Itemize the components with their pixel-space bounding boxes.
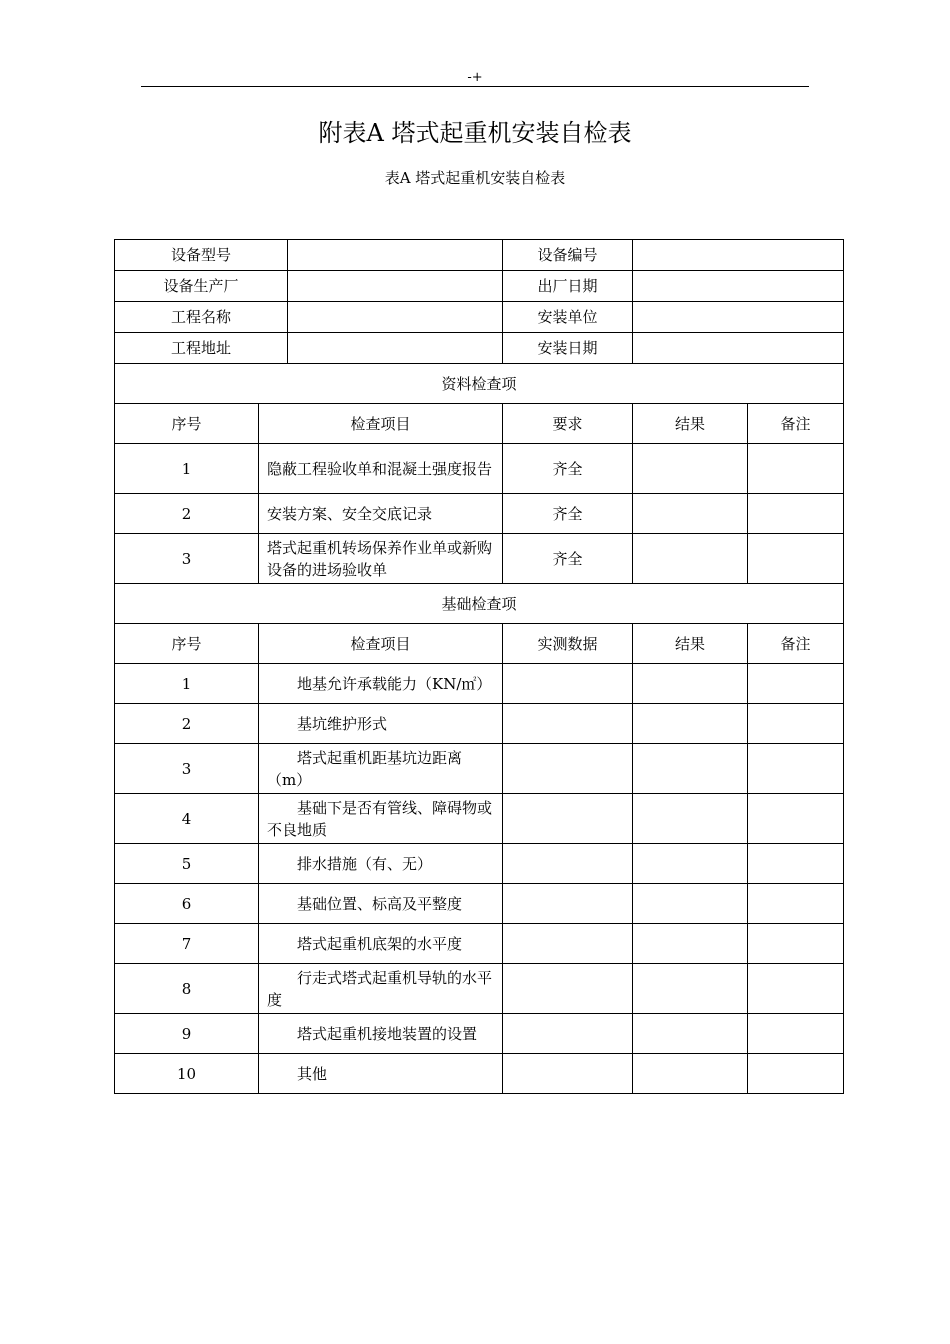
info-label: 工程名称 — [115, 302, 288, 333]
row-remark-field[interactable] — [748, 534, 844, 584]
row-result-field[interactable] — [633, 924, 748, 964]
table-row — [115, 744, 844, 794]
row-measured-field[interactable] — [503, 1054, 633, 1094]
row-item: 排水措施（有、无） — [259, 844, 503, 884]
table-row — [115, 884, 844, 924]
row-remark-field[interactable] — [748, 794, 844, 844]
row-item: 行走式塔式起重机导轨的水平度 — [259, 964, 503, 1014]
row-result-field[interactable] — [633, 444, 748, 494]
info-label: 设备型号 — [115, 240, 288, 271]
row-item: 塔式起重机距基坑边距离（m） — [259, 744, 503, 794]
section-title: 基础检查项 — [115, 584, 844, 624]
info-row-project-name — [115, 302, 844, 333]
row-result-field[interactable] — [633, 1014, 748, 1054]
row-requirement: 齐全 — [503, 494, 633, 534]
row-measured-field[interactable] — [503, 1014, 633, 1054]
info-label: 工程地址 — [115, 333, 288, 364]
table-row — [115, 1014, 844, 1054]
row-seq: 8 — [115, 964, 259, 1014]
row-seq: 4 — [115, 794, 259, 844]
row-remark-field[interactable] — [748, 1054, 844, 1094]
header-rule — [141, 86, 809, 87]
row-measured-field[interactable] — [503, 704, 633, 744]
info-label: 出厂日期 — [503, 271, 633, 302]
row-item: 其他 — [259, 1054, 503, 1094]
row-measured-field[interactable] — [503, 964, 633, 1014]
table-row — [115, 534, 844, 584]
row-remark-field[interactable] — [748, 444, 844, 494]
column-header: 实测数据 — [503, 624, 633, 664]
inspection-form-table — [114, 239, 844, 1094]
column-header: 序号 — [115, 404, 259, 444]
row-result-field[interactable] — [633, 664, 748, 704]
info-label: 设备生产厂 — [115, 271, 288, 302]
row-result-field[interactable] — [633, 744, 748, 794]
info-value-field[interactable] — [288, 302, 503, 333]
row-result-field[interactable] — [633, 844, 748, 884]
table-row — [115, 964, 844, 1014]
row-item: 基础下是否有管线、障碍物或不良地质 — [259, 794, 503, 844]
table-row — [115, 1054, 844, 1094]
row-measured-field[interactable] — [503, 924, 633, 964]
info-label: 安装单位 — [503, 302, 633, 333]
column-header: 结果 — [633, 404, 748, 444]
column-header: 结果 — [633, 624, 748, 664]
section-row-document-check — [115, 364, 844, 404]
row-seq: 2 — [115, 494, 259, 534]
document-title: 附表A 塔式起重机安装自检表 — [318, 119, 632, 147]
info-value-field[interactable] — [633, 271, 844, 302]
row-remark-field[interactable] — [748, 744, 844, 794]
page-header-mark: -+ — [467, 70, 483, 85]
row-seq: 10 — [115, 1054, 259, 1094]
row-seq: 7 — [115, 924, 259, 964]
row-item: 塔式起重机转场保养作业单或新购设备的进场验收单 — [259, 534, 503, 584]
header-row-document-check — [115, 404, 844, 444]
info-value-field[interactable] — [288, 271, 503, 302]
row-result-field[interactable] — [633, 494, 748, 534]
row-item: 基坑维护形式 — [259, 704, 503, 744]
column-header: 备注 — [748, 624, 844, 664]
info-label: 设备编号 — [503, 240, 633, 271]
info-value-field[interactable] — [288, 240, 503, 271]
table-row — [115, 664, 844, 704]
row-seq: 1 — [115, 664, 259, 704]
info-row-model — [115, 240, 844, 271]
row-measured-field[interactable] — [503, 794, 633, 844]
row-requirement: 齐全 — [503, 444, 633, 494]
row-result-field[interactable] — [633, 704, 748, 744]
column-header: 序号 — [115, 624, 259, 664]
row-item: 塔式起重机接地装置的设置 — [259, 1014, 503, 1054]
row-seq: 3 — [115, 744, 259, 794]
row-seq: 6 — [115, 884, 259, 924]
row-remark-field[interactable] — [748, 924, 844, 964]
column-header: 备注 — [748, 404, 844, 444]
row-remark-field[interactable] — [748, 494, 844, 534]
row-result-field[interactable] — [633, 884, 748, 924]
row-result-field[interactable] — [633, 1054, 748, 1094]
row-remark-field[interactable] — [748, 664, 844, 704]
row-item: 地基允许承载能力（KN/㎡） — [259, 664, 503, 704]
info-row-project-address — [115, 333, 844, 364]
row-result-field[interactable] — [633, 794, 748, 844]
row-item: 基础位置、标高及平整度 — [259, 884, 503, 924]
table-row — [115, 794, 844, 844]
row-seq: 3 — [115, 534, 259, 584]
info-label: 安装日期 — [503, 333, 633, 364]
row-remark-field[interactable] — [748, 884, 844, 924]
section-row-foundation-check — [115, 584, 844, 624]
info-row-manufacturer — [115, 271, 844, 302]
row-measured-field[interactable] — [503, 744, 633, 794]
row-seq: 1 — [115, 444, 259, 494]
column-header: 检查项目 — [259, 624, 503, 664]
section-title: 资料检查项 — [115, 364, 844, 404]
row-remark-field[interactable] — [748, 704, 844, 744]
header-row-foundation-check — [115, 624, 844, 664]
row-remark-field[interactable] — [748, 964, 844, 1014]
table-row — [115, 924, 844, 964]
row-item: 隐蔽工程验收单和混凝土强度报告 — [259, 444, 503, 494]
table-caption: 表A 塔式起重机安装自检表 — [384, 169, 566, 187]
info-value-field[interactable] — [633, 240, 844, 271]
row-item: 塔式起重机底架的水平度 — [259, 924, 503, 964]
row-result-field[interactable] — [633, 964, 748, 1014]
row-seq: 5 — [115, 844, 259, 884]
row-remark-field[interactable] — [748, 844, 844, 884]
info-value-field[interactable] — [633, 302, 844, 333]
row-measured-field[interactable] — [503, 664, 633, 704]
column-header: 要求 — [503, 404, 633, 444]
table-row — [115, 704, 844, 744]
table-row — [115, 444, 844, 494]
info-value-field[interactable] — [633, 333, 844, 364]
row-seq: 2 — [115, 704, 259, 744]
table-row — [115, 844, 844, 884]
row-seq: 9 — [115, 1014, 259, 1054]
row-result-field[interactable] — [633, 534, 748, 584]
row-requirement: 齐全 — [503, 534, 633, 584]
row-remark-field[interactable] — [748, 1014, 844, 1054]
column-header: 检查项目 — [259, 404, 503, 444]
table-row — [115, 494, 844, 534]
row-measured-field[interactable] — [503, 844, 633, 884]
info-value-field[interactable] — [288, 333, 503, 364]
row-measured-field[interactable] — [503, 884, 633, 924]
row-item: 安装方案、安全交底记录 — [259, 494, 503, 534]
